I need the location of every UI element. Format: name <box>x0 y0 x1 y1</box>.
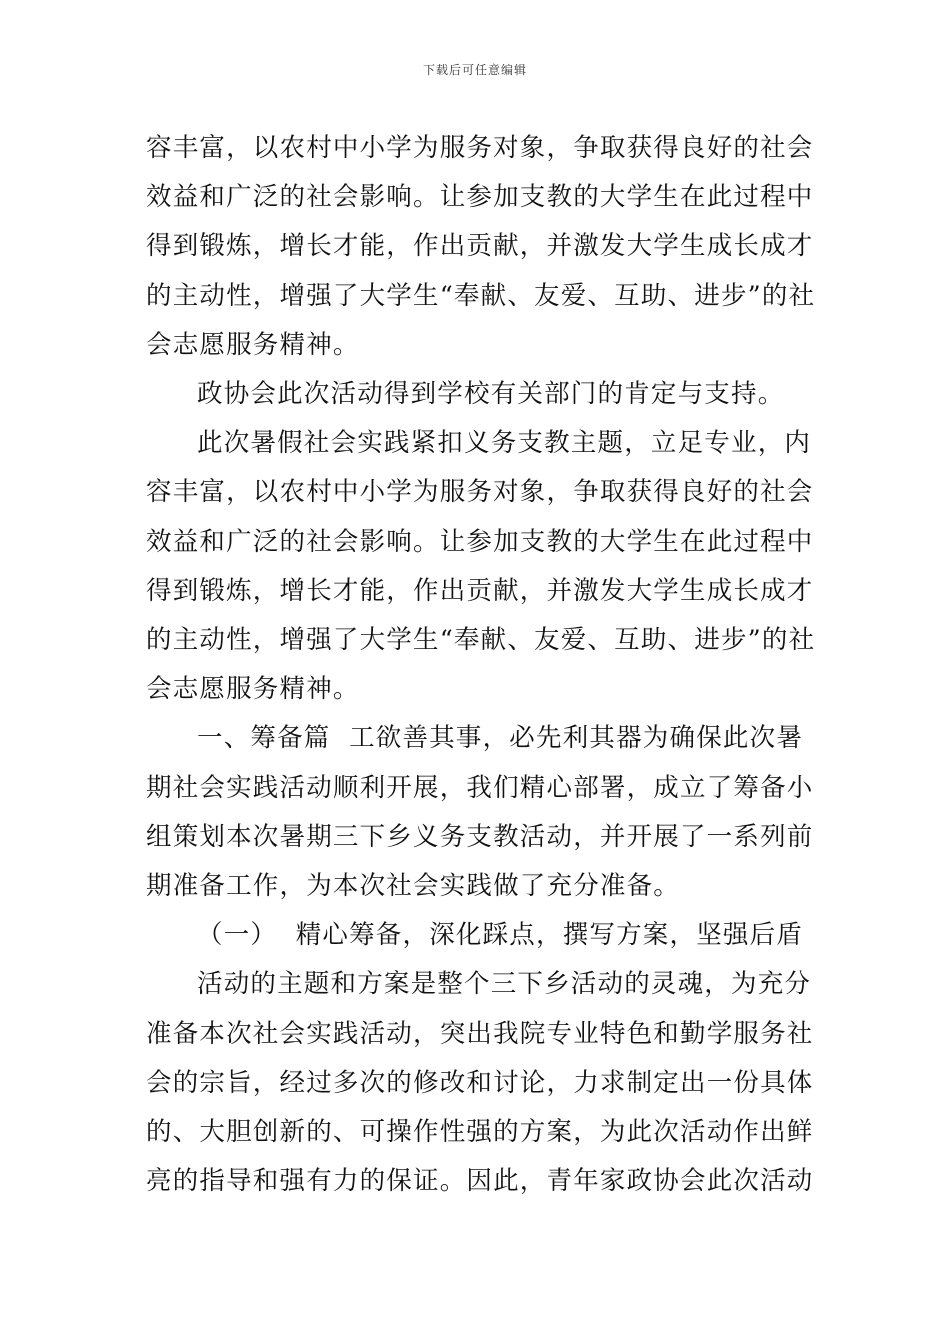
section-heading: （一） 精心筹备，深化踩点，撰写方案，坚强后盾 <box>197 920 804 951</box>
paragraph-4: 一、筹备篇 工欲善其事，必先利其器为确保此次暑期社会实践活动顺利开展，我们精心部署，成立了筹备小组策划本次暑期三下乡义务支教活动，并开展了一系列前期准备工作，为本次社会实践做了充分准备。 <box>146 723 814 902</box>
paragraph-1: 容丰富，以农村中小学为服务对象，争取获得良好的社会效益和广泛的社会影响。让参加支教的大学生在此过程中得到锻炼，增长才能，作出贡献，并激发大学生成长成才的主动性，增强了大学生“奉献、友爱、互助、进步”的社会志愿服务精神。 <box>146 133 816 360</box>
document-body <box>146 124 816 1206</box>
paragraph-6: 活动的主题和方案是整个三下乡活动的灵魂，为充分准备本次社会实践活动，突出我院专业特色和勤学服务社会的宗旨，经过多次的修改和讨论，力求制定出一份具体的、大胆创新的、可操作性强的方案，为此次活动作出鲜亮的指导和强有力的保证。因此，青年家政协会此次活动 <box>146 969 814 1197</box>
paragraph-3: 此次暑假社会实践紧扣义务支教主题，立足专业，内容丰富，以农村中小学为服务对象，争取获得良好的社会效益和广泛的社会影响。让参加支教的大学生在此过程中得到锻炼，增长才能，作出贡献，并激发大学生成长成才的主动性，增强了大学生“奉献、友爱、互助、进步”的社会志愿服务精神。 <box>146 428 816 705</box>
paragraph-2: 政协会此次活动得到学校有关部门的肯定与支持。 <box>197 379 785 410</box>
page-header: 下载后可任意编辑 <box>422 63 527 77</box>
